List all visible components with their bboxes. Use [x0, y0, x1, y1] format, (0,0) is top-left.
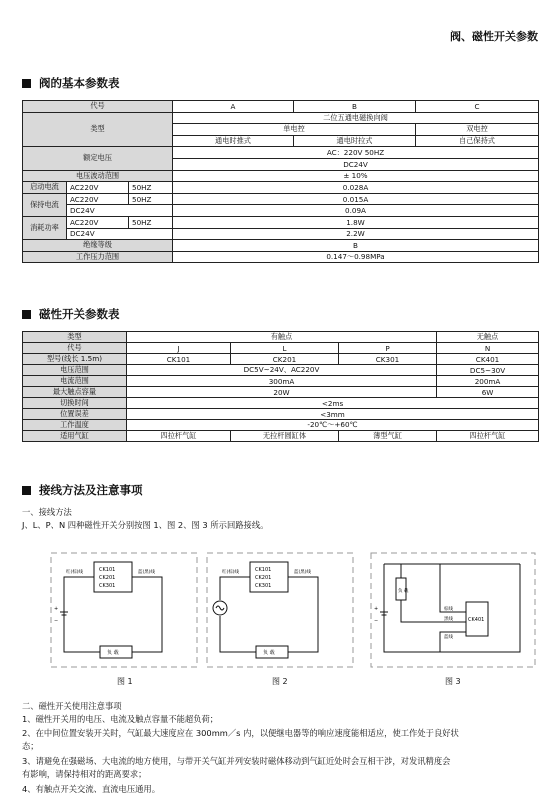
section-title: 阀的基本参数表 — [39, 76, 120, 90]
table-cell: <3mm — [127, 409, 539, 420]
table-cell: 无触点 — [437, 332, 539, 343]
section-title: 磁性开关参数表 — [39, 307, 120, 321]
wire-label: 红(棕)线 — [66, 570, 84, 575]
table-cell: CK101 — [127, 354, 231, 365]
wiring-diagram-fig2 — [206, 552, 354, 668]
table-row — [23, 376, 539, 387]
table-row — [23, 216, 539, 228]
table-cell: 0.015A — [173, 193, 539, 205]
table-cell: 保持电流 — [23, 193, 67, 216]
table-cell: DC24V — [67, 228, 173, 240]
model-label: CK301 — [99, 583, 116, 589]
switch-params-table — [22, 331, 539, 442]
table-cell: 四拉杆气缸 — [437, 431, 539, 442]
table-row — [23, 112, 539, 124]
wire-label: 蓝线 — [444, 635, 453, 640]
table-cell: 50HZ — [129, 182, 173, 194]
table-cell: AC220V — [67, 182, 129, 194]
wire-label: 蓝(黑)线 — [294, 570, 312, 575]
section-square-icon — [22, 310, 31, 319]
table-cell: DC24V — [173, 158, 539, 170]
table-cell: 双电控 — [416, 124, 539, 136]
table-cell: 无拉杆圆缸体 — [231, 431, 339, 442]
table-cell: AC220V — [67, 193, 129, 205]
table-row — [23, 354, 539, 365]
table-row — [23, 343, 539, 354]
wire-label: 红(棕)线 — [222, 570, 240, 575]
svg-text:−: − — [374, 618, 379, 624]
page-header-title: 阀、磁性开关参数 — [450, 30, 538, 43]
table-cell: 20W — [127, 387, 437, 398]
table-cell: 额定电压 — [23, 147, 173, 170]
table-cell: CK301 — [339, 354, 437, 365]
figure-caption: 图 2 — [272, 677, 288, 686]
table-row — [23, 205, 539, 217]
table-row — [23, 228, 539, 240]
table-cell: 最大触点容量 — [23, 387, 127, 398]
table-cell: 1.8W — [173, 216, 539, 228]
table-row — [23, 101, 539, 113]
table-cell: 电压范围 — [23, 365, 127, 376]
valve-params-table — [22, 100, 539, 263]
table-cell: C — [416, 101, 539, 113]
section-valve-params — [22, 75, 120, 91]
table-cell: 200mA — [437, 376, 539, 387]
load-label: 负 载 — [263, 650, 275, 656]
table-cell: B — [173, 240, 539, 252]
table-cell: 300mA — [127, 376, 437, 387]
table-cell: -20℃～+60℃ — [127, 420, 539, 431]
model-label: CK401 — [468, 617, 485, 623]
table-cell: 适用气缸 — [23, 431, 127, 442]
table-cell: 二位五通电磁换向阀 — [173, 112, 539, 124]
figure-caption: 图 3 — [445, 677, 461, 686]
model-label: CK201 — [255, 575, 272, 581]
table-cell: <2ms — [127, 398, 539, 409]
figure-caption: 图 1 — [117, 677, 133, 686]
table-cell: 绝缘等级 — [23, 240, 173, 252]
note-item: 4、有触点开关交流、直流电压通用。 — [22, 784, 161, 794]
table-cell: 代号 — [23, 101, 173, 113]
table-cell: CK401 — [437, 354, 539, 365]
table-cell: 切换时间 — [23, 398, 127, 409]
table-cell: 工作压力范围 — [23, 251, 173, 263]
section-title: 接线方法及注意事项 — [39, 483, 143, 497]
table-cell: 电压波动范围 — [23, 170, 173, 182]
table-row — [23, 431, 539, 442]
note-item: 1、磁性开关用的电压、电流及触点容量不能超负荷； — [22, 714, 219, 724]
table-cell: 自己保持式 — [416, 135, 539, 147]
table-cell: A — [173, 101, 294, 113]
wire-label: 黑线 — [444, 617, 453, 622]
table-cell: L — [231, 343, 339, 354]
table-row — [23, 332, 539, 343]
table-cell: ± 10% — [173, 170, 539, 182]
section-wiring — [22, 482, 143, 498]
table-cell: 消耗功率 — [23, 216, 67, 239]
table-cell: 0.028A — [173, 182, 539, 194]
note-item: 3、请避免在强磁场、大电流的地方使用，与带开关气缸并列安装时磁体移动到气缸近处时会互相干涉，对发讯精度会 — [22, 756, 451, 766]
svg-text:−: − — [54, 618, 59, 624]
svg-text:+: + — [374, 606, 379, 612]
table-cell: DC5~30V — [437, 365, 539, 376]
table-cell: DC24V — [67, 205, 173, 217]
table-cell: AC：220V 50HZ — [173, 147, 539, 159]
table-cell: CK201 — [231, 354, 339, 365]
table-cell: 0.147～0.98MPa — [173, 251, 539, 263]
model-label: CK101 — [99, 567, 116, 573]
section-square-icon — [22, 79, 31, 88]
table-cell: 50HZ — [129, 216, 173, 228]
table-row — [23, 170, 539, 182]
note-item: 态； — [22, 741, 39, 751]
table-cell: 6W — [437, 387, 539, 398]
table-cell: N — [437, 343, 539, 354]
table-row — [23, 193, 539, 205]
table-cell: B — [294, 101, 416, 113]
wire-label: 蓝(黑)线 — [138, 570, 156, 575]
note-item: 有影响，请保持相对的距离要求； — [22, 769, 147, 779]
table-row — [23, 365, 539, 376]
section-switch-params — [22, 306, 120, 322]
wiring-paragraph: J、L、P、N 四种磁性开关分别按图 1、图 2、图 3 所示回路接线。 — [22, 520, 269, 530]
table-cell: 型号(线长 1.5m) — [23, 354, 127, 365]
table-row — [23, 420, 539, 431]
table-cell: 类型 — [23, 112, 173, 147]
model-label: CK201 — [99, 575, 116, 581]
table-row — [23, 182, 539, 194]
table-cell: 通电时推式 — [173, 135, 294, 147]
wiring-diagram-fig3 — [370, 552, 536, 668]
table-cell: 有触点 — [127, 332, 437, 343]
table-cell: 工作温度 — [23, 420, 127, 431]
table-cell: 薄型气缸 — [339, 431, 437, 442]
table-cell: 启动电流 — [23, 182, 67, 194]
table-cell: 2.2W — [173, 228, 539, 240]
model-label: CK101 — [255, 567, 272, 573]
table-cell: 四拉杆气缸 — [127, 431, 231, 442]
model-label: CK301 — [255, 583, 272, 589]
wire-label: 棕线 — [444, 607, 453, 612]
table-row — [23, 147, 539, 159]
wiring-diagram-fig1 — [50, 552, 198, 668]
table-cell: 类型 — [23, 332, 127, 343]
table-row — [23, 398, 539, 409]
section-square-icon — [22, 486, 31, 495]
table-cell: 电流范围 — [23, 376, 127, 387]
table-cell: 50HZ — [129, 193, 173, 205]
table-row — [23, 387, 539, 398]
table-cell: P — [339, 343, 437, 354]
table-cell: 代号 — [23, 343, 127, 354]
table-cell: 通电时拉式 — [294, 135, 416, 147]
table-row — [23, 251, 539, 263]
notes-heading: 二、磁性开关使用注意事项 — [22, 701, 122, 711]
table-row — [23, 240, 539, 252]
table-cell: 位置误差 — [23, 409, 127, 420]
table-cell: AC220V — [67, 216, 129, 228]
table-cell: J — [127, 343, 231, 354]
load-label: 负 载 — [107, 650, 119, 656]
load-label: 负 载 — [398, 589, 409, 594]
note-item: 2、在中间位置安装开关时，气缸最大速度应在 300mm／s 内，以便继电器等的响应速度能相适应，使工作处于良好状 — [22, 728, 459, 738]
table-cell: 0.09A — [173, 205, 539, 217]
table-cell: DC5V~24V、AC220V — [127, 365, 437, 376]
table-cell: 单电控 — [173, 124, 416, 136]
svg-text:+: + — [54, 606, 59, 612]
wiring-heading: 一、接线方法 — [22, 507, 72, 517]
table-row — [23, 409, 539, 420]
